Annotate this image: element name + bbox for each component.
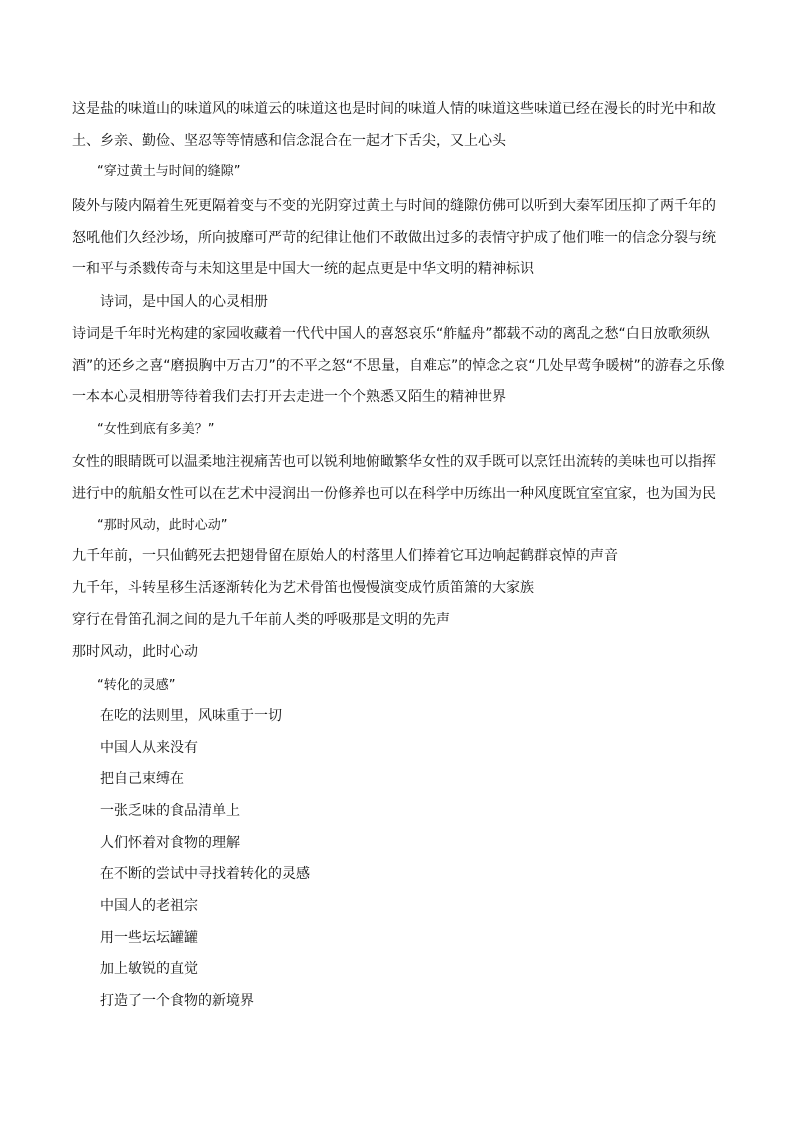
poem-line: 在吃的法则里，风味重于一切	[100, 708, 282, 724]
paragraph-women: 女性的眼睛既可以温柔地注视痛苦也可以锐利地俯瞰繁华女性的双手既可以烹饪出流转的美味也可以指挥进行中的航船女性可以在艺术中浸润出一份修养也可以在科学中历练出一种风度既宜室宜家，也为国为民	[72, 454, 716, 502]
poem-line: 中国人从来没有	[100, 740, 198, 756]
line-bone-flute: 穿行在骨笛孔洞之间的是九千年前人类的呼吸那是文明的先声	[72, 612, 450, 628]
heading-poetry: 诗词，是中国人的心灵相册	[100, 294, 268, 310]
poem-line: 加上敏锐的直觉	[100, 961, 198, 977]
heading-wind: “那时风动，此时心动”	[97, 518, 228, 533]
paragraph-taste: 这是盐的味道山的味道风的味道云的味道这也是时间的味道人情的味道这些味道已经在漫长的时光中和故土、乡亲、勤俭、坚忍等等情感和信念混合在一起才下舌尖，又上心头	[72, 101, 716, 149]
heading-inspiration: “转化的灵感”	[97, 678, 176, 693]
heading-yellow-earth: “穿过黄土与时间的缝隙”	[97, 164, 241, 179]
paragraph-poetry: 诗词是千年时光构建的家园收藏着一代代中国人的喜怒哀乐“舴艋舟”都载不动的离乱之愁“白日放歌须纵酒”的还乡之喜“磨损胸中万古刀”的不平之怒“不思量，自难忘”的悼念之哀“几处早莺争暖树”的游春之乐像一本本心灵相册等待着我们去打开去走进一个个熟悉又陌生的精神世界	[72, 326, 725, 405]
poem-line: 把自己束缚在	[100, 771, 184, 787]
poem-line: 一张乏味的食品清单上	[100, 803, 240, 819]
paragraph-terracotta: 陵外与陵内隔着生死更隔着变与不变的光阴穿过黄土与时间的缝隙仿佛可以听到大秦军团压抑了两千年的怒吼他们久经沙场，所向披靡可严苛的纪律让他们不敢做出过多的表情守护成了他们唯一的信念分裂与统一和平与杀戮传奇与未知这里是中国大一统的起点更是中华文明的精神标识	[72, 198, 716, 277]
line-nine-thousand-years: 九千年，斗转星移生活逐渐转化为艺术骨笛也慢慢演变成竹质笛箫的大家族	[72, 580, 534, 596]
poem-line: 在不断的尝试中寻找着转化的灵感	[100, 866, 310, 882]
poem-line: 用一些坛坛罐罐	[100, 930, 198, 946]
poem-line: 中国人的老祖宗	[100, 898, 198, 914]
heading-women: “女性到底有多美？”	[97, 422, 215, 437]
line-wind-heart: 那时风动，此时心动	[72, 644, 198, 660]
poem-line: 打造了一个食物的新境界	[100, 993, 254, 1009]
poem-line: 人们怀着对食物的理解	[100, 835, 240, 851]
line-crane: 九千年前，一只仙鹤死去把翅骨留在原始人的村落里人们捧着它耳边响起鹤群哀悼的声音	[72, 548, 618, 564]
